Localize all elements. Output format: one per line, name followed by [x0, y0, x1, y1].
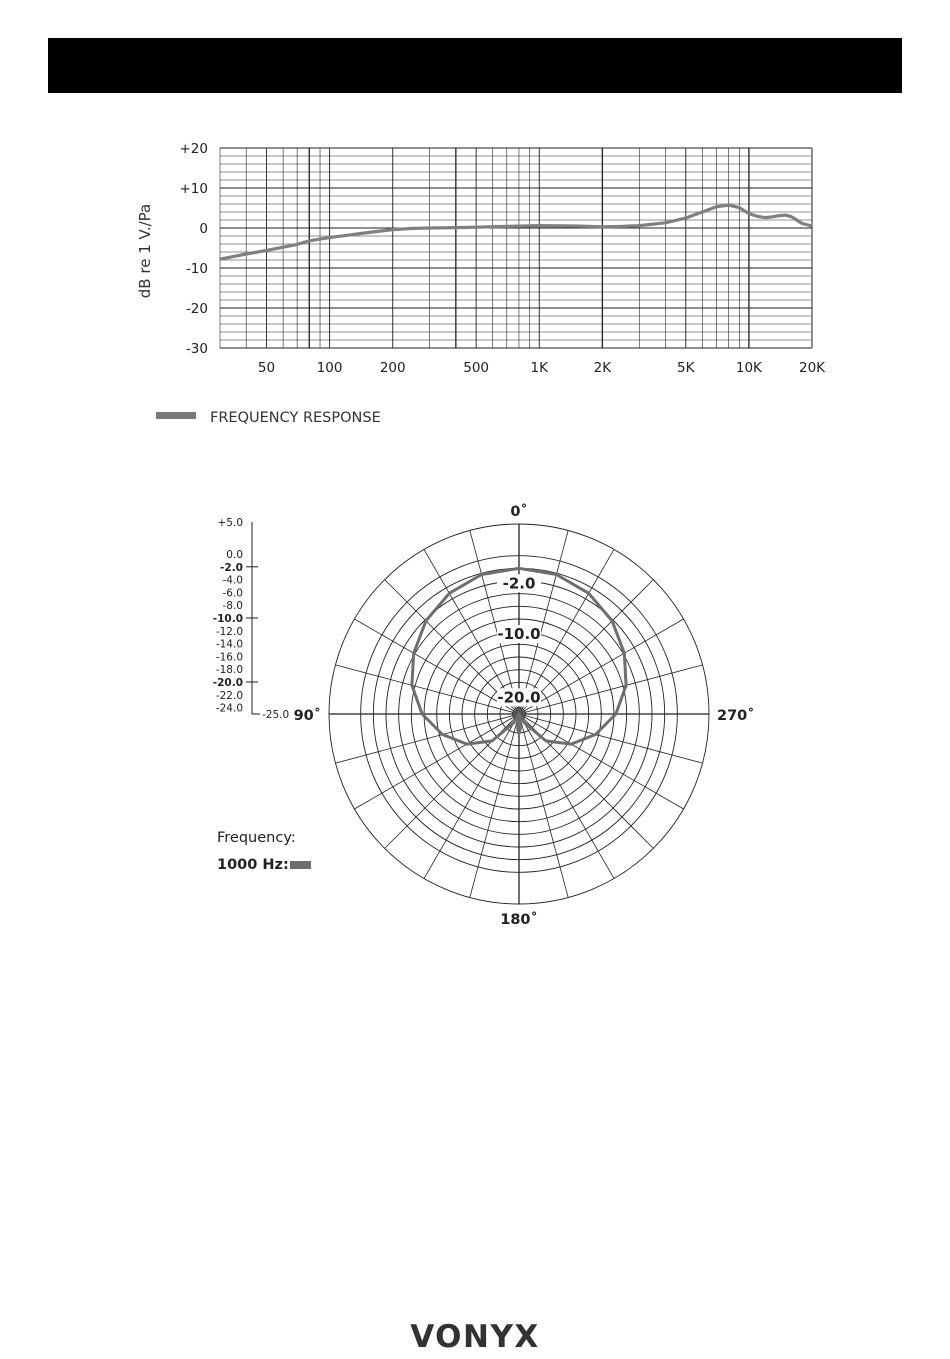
freq-x-tick-label: 5K	[677, 360, 695, 376]
polar-angle-label: 90˚	[293, 708, 321, 724]
polar-spoke	[354, 619, 519, 714]
freq-x-tick-label: 200	[379, 360, 406, 376]
polar-scale-label: -16.0	[215, 651, 243, 664]
freq-y-tick-label: +10	[179, 181, 208, 197]
freq-legend-label: FREQUENCY RESPONSE	[210, 410, 381, 426]
freq-y-tick-labels	[180, 141, 209, 357]
polar-legend-label: 1000 Hz:	[217, 857, 289, 873]
freq-x-tick-labels	[258, 360, 826, 376]
polar-angle-label: 270˚	[717, 708, 755, 724]
frequency-response-chart	[0, 0, 950, 440]
freq-x-tick-label: 100	[316, 360, 343, 376]
freq-grid	[220, 148, 812, 348]
logo-text: VONYX	[410, 1319, 540, 1352]
polar-spoke	[519, 619, 684, 714]
polar-ring-label: -10.0	[497, 625, 541, 643]
freq-y-tick-label: -10	[185, 261, 208, 277]
polar-scale-label: +5.0	[217, 517, 243, 529]
vonyx-logo	[0, 1318, 950, 1356]
polar-scale-label: -6.0	[222, 587, 243, 600]
polar-scale-label: -22.0	[215, 689, 243, 702]
freq-y-tick-label: -30	[185, 341, 208, 357]
polar-scale-label: -20.0	[212, 677, 243, 689]
freq-x-tick-label: 2K	[593, 360, 612, 376]
freq-y-tick-label: 0	[199, 221, 208, 237]
freq-x-tick-label: 10K	[735, 360, 762, 376]
polar-scale-label: -10.0	[212, 613, 243, 625]
polar-scale-label: -12.0	[215, 625, 243, 638]
polar-angle-label: 180˚	[500, 912, 538, 928]
polar-ring-label: -20.0	[497, 688, 541, 707]
freq-legend-swatch	[156, 412, 196, 419]
polar-scale-label: 0.0	[226, 549, 243, 561]
vonyx-logo-mark	[395, 1318, 555, 1352]
polar-spoke	[519, 714, 614, 879]
polar-angle-label: 0˚	[510, 504, 528, 520]
polar-scale-label: -25.0	[262, 709, 290, 721]
polar-ring-label: -2.0	[502, 574, 536, 593]
polar-scale-label: -8.0	[222, 600, 243, 613]
polar-scale-label: -2.0	[220, 561, 243, 574]
freq-y-axis-label: dB re 1 V./Pa	[136, 203, 154, 299]
freq-x-tick-label: 500	[463, 360, 490, 376]
polar-legend-title: Frequency:	[217, 830, 296, 846]
freq-x-tick-label: 50	[257, 360, 276, 376]
polar-legend-swatch	[290, 861, 311, 869]
polar-spoke	[424, 714, 519, 879]
polar-scale	[213, 517, 289, 721]
freq-y-tick-label: -20	[185, 301, 208, 317]
polar-pattern-chart	[0, 490, 950, 1010]
freq-x-tick-label: 1K	[530, 360, 548, 376]
freq-x-tick-label: 20K	[798, 360, 826, 376]
polar-scale-label: -24.0	[215, 702, 243, 715]
polar-scale-label: -14.0	[215, 638, 243, 651]
freq-y-tick-label: +20	[179, 141, 208, 157]
polar-scale-label: -18.0	[215, 664, 243, 677]
polar-scale-label: -4.0	[222, 574, 243, 587]
